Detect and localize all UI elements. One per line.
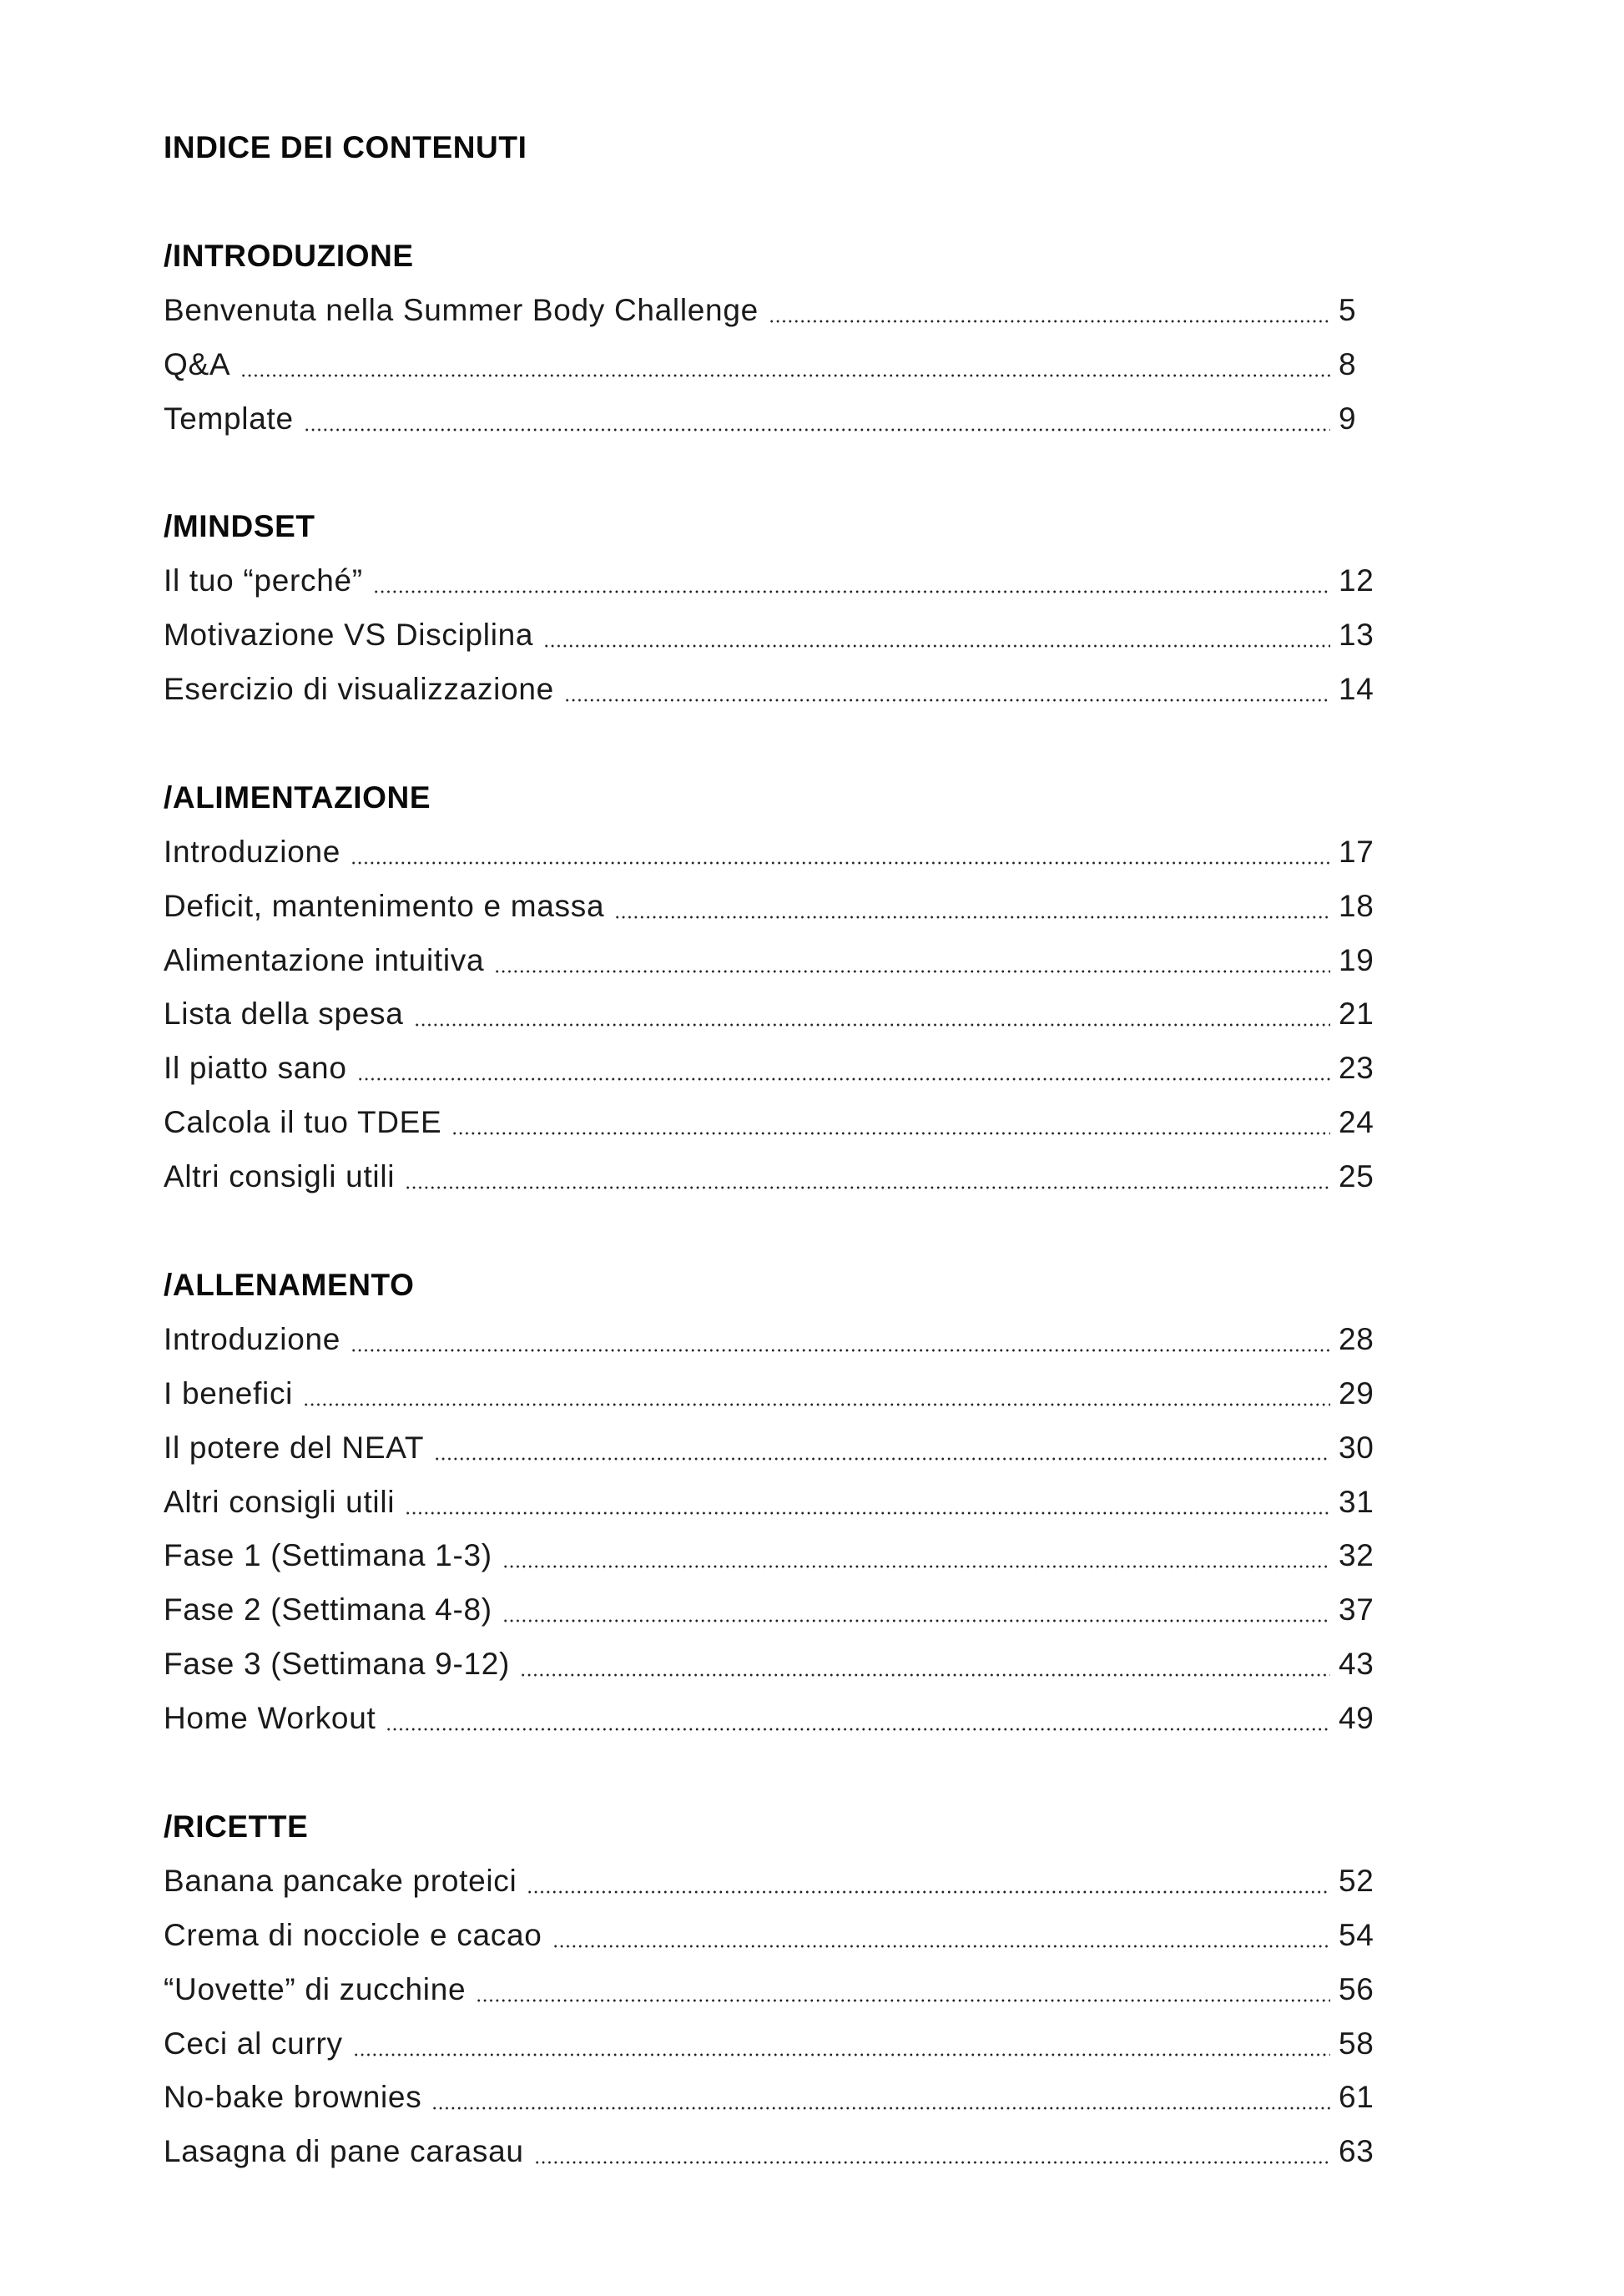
entry-label: No-bake brownies (164, 2080, 422, 2115)
entry-label: Altri consigli utili (164, 1159, 396, 1194)
entry-label: “Uovette” di zucchine (164, 1971, 467, 2006)
toc-entry[interactable] (164, 556, 1375, 606)
entry-page-number: 5 (1339, 292, 1357, 327)
entry-label: Motivazione VS Disciplina (164, 618, 534, 653)
section-heading-alimentazione: /ALIMENTAZIONE (164, 780, 431, 815)
entry-page-number: 13 (1339, 618, 1374, 653)
section-heading-ricette: /RICETTE (164, 1809, 309, 1844)
entry-page-number: 56 (1339, 1971, 1374, 2006)
dot-leader (353, 2053, 1330, 2056)
entry-page-number: 24 (1339, 1105, 1374, 1140)
page-title: INDICE DEI CONTENUTI (164, 130, 527, 164)
dot-leader (614, 916, 1330, 919)
entry-label: Banana pancake proteici (164, 1863, 517, 1898)
entry-label: Il tuo “perché” (164, 563, 363, 598)
entry-label: Fase 2 (Settimana 4-8) (164, 1592, 492, 1627)
dot-leader (240, 374, 1330, 377)
entry-page-number: 8 (1339, 346, 1357, 381)
entry-label: Lista della spesa (164, 997, 404, 1032)
entry-page-number: 25 (1339, 1159, 1374, 1194)
entry-label: Fase 1 (Settimana 1-3) (164, 1538, 492, 1573)
dot-leader (434, 1457, 1330, 1461)
dot-leader (414, 1023, 1330, 1027)
entry-page-number: 23 (1339, 1051, 1374, 1086)
dot-leader (431, 2107, 1330, 2110)
entry-page-number: 14 (1339, 672, 1374, 706)
toc-entry[interactable] (164, 2127, 1375, 2177)
dot-leader (386, 1728, 1330, 1731)
entry-label: Altri consigli utili (164, 1484, 396, 1519)
dot-leader (351, 861, 1330, 865)
dot-leader (476, 1999, 1330, 2002)
entry-page-number: 43 (1339, 1647, 1374, 1682)
toc-entry[interactable] (164, 1477, 1375, 1527)
entry-page-number: 49 (1339, 1701, 1374, 1736)
entry-page-number: 12 (1339, 563, 1374, 598)
toc-entry[interactable] (164, 340, 1375, 390)
entry-page-number: 29 (1339, 1375, 1374, 1410)
entry-page-number: 18 (1339, 888, 1374, 923)
entry-label: I benefici (164, 1375, 294, 1410)
entry-label: Il potere del NEAT (164, 1430, 425, 1465)
entry-page-number: 30 (1339, 1430, 1374, 1465)
entry-label: Q&A (164, 346, 231, 381)
entry-label: Il piatto sano (164, 1051, 347, 1086)
toc-entry[interactable] (164, 1043, 1375, 1093)
dot-leader (769, 320, 1330, 323)
toc-entry[interactable] (164, 2019, 1375, 2069)
entry-label: Template (164, 401, 294, 436)
entry-label: Fase 3 (Settimana 9-12) (164, 1647, 511, 1682)
entry-label: Introduzione (164, 1321, 341, 1356)
toc-entry[interactable] (164, 1423, 1375, 1473)
entry-label: Esercizio di visualizzazione (164, 672, 554, 706)
entry-page-number: 28 (1339, 1321, 1374, 1356)
entry-label: Ceci al curry (164, 2026, 343, 2061)
entry-label: Alimentazione intuitiva (164, 942, 485, 977)
toc-entry[interactable] (164, 610, 1375, 660)
section-heading-introduzione: /INTRODUZIONE (164, 238, 414, 273)
toc-entry[interactable] (164, 1856, 1375, 1906)
section-heading-allenamento: /ALLENAMENTO (164, 1267, 415, 1302)
dot-leader (405, 1511, 1330, 1515)
section-heading-mindset: /MINDSET (164, 509, 315, 544)
entry-label: Home Workout (164, 1701, 376, 1736)
dot-leader (564, 699, 1330, 702)
entry-page-number: 52 (1339, 1863, 1374, 1898)
toc-entry[interactable] (164, 1639, 1375, 1689)
toc-entry[interactable] (164, 881, 1375, 931)
toc-entry[interactable] (164, 1965, 1375, 2015)
entry-label: Lasagna di pane carasau (164, 2134, 524, 2169)
toc-entry[interactable] (164, 2072, 1375, 2122)
entry-label: Crema di nocciole e cacao (164, 1917, 542, 1952)
toc-entry[interactable] (164, 285, 1375, 336)
dot-leader (373, 590, 1330, 593)
dot-leader (494, 970, 1330, 973)
entry-page-number: 19 (1339, 942, 1374, 977)
entry-label: Calcola il tuo TDEE (164, 1105, 442, 1140)
dot-leader (543, 644, 1330, 648)
dot-leader (502, 1565, 1330, 1568)
entry-page-number: 32 (1339, 1538, 1374, 1573)
toc-entry[interactable] (164, 1098, 1375, 1148)
dot-leader (502, 1619, 1330, 1622)
toc-entry[interactable] (164, 1585, 1375, 1635)
toc-entry[interactable] (164, 936, 1375, 986)
dot-leader (527, 1890, 1330, 1894)
toc-entry[interactable] (164, 1152, 1375, 1202)
entry-page-number: 31 (1339, 1484, 1374, 1519)
entry-page-number: 58 (1339, 2026, 1374, 2061)
dot-leader (303, 1403, 1330, 1406)
toc-entry[interactable] (164, 1315, 1375, 1365)
entry-page-number: 9 (1339, 401, 1357, 436)
entry-page-number: 63 (1339, 2134, 1374, 2169)
toc-entry[interactable] (164, 827, 1375, 877)
entry-page-number: 21 (1339, 997, 1374, 1032)
dot-leader (451, 1132, 1330, 1135)
entry-page-number: 54 (1339, 1917, 1374, 1952)
entry-page-number: 61 (1339, 2080, 1374, 2115)
toc-entry[interactable] (164, 1531, 1375, 1581)
toc-entry[interactable] (164, 664, 1375, 714)
entry-label: Introduzione (164, 834, 341, 869)
entry-page-number: 37 (1339, 1592, 1374, 1627)
toc-entry[interactable] (164, 1910, 1375, 1960)
toc-entry[interactable] (164, 989, 1375, 1039)
entry-page-number: 17 (1339, 834, 1374, 869)
dot-leader (552, 1945, 1331, 1948)
dot-leader (351, 1349, 1330, 1352)
toc-entry[interactable] (164, 394, 1375, 444)
dot-leader (520, 1673, 1330, 1677)
dot-leader (357, 1077, 1330, 1081)
toc-entry[interactable] (164, 1693, 1375, 1743)
dot-leader (304, 428, 1330, 431)
entry-label: Deficit, mantenimento e massa (164, 888, 605, 923)
toc-entry[interactable] (164, 1369, 1375, 1419)
dot-leader (534, 2161, 1330, 2164)
entry-label: Benvenuta nella Summer Body Challenge (164, 292, 759, 327)
dot-leader (405, 1186, 1330, 1189)
